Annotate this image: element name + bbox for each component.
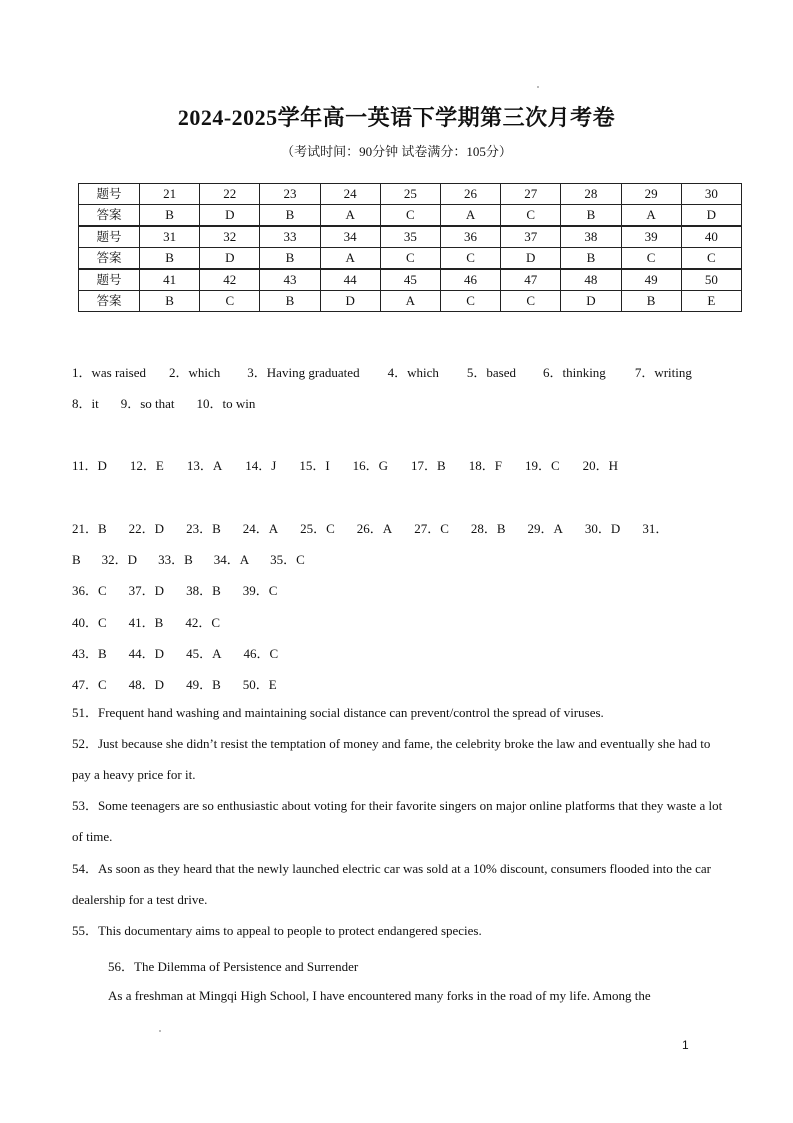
answer-item: 49．B: [186, 677, 221, 692]
answer-table-cell: 36: [440, 226, 500, 248]
answer-item: 23．B: [186, 521, 221, 536]
answer-table-cell: B: [140, 248, 200, 270]
answer-item: 12．E: [129, 458, 164, 473]
answer-table-cell: 24: [320, 184, 380, 205]
cloze-answers-line-4: [72, 612, 220, 631]
answer-item: 40．C: [72, 615, 107, 630]
answer-table-row-label: 答案: [79, 248, 140, 270]
answer-table-cell: 46: [440, 269, 500, 291]
answer-item: 22．D: [128, 521, 165, 536]
cloze-answers-line-5: [72, 643, 278, 662]
answer-table-cell: 29: [621, 184, 681, 205]
answer-item: 36．C: [72, 583, 107, 598]
answer-table-cell: A: [380, 291, 440, 312]
answer-item: 21．B: [72, 521, 107, 536]
answer-table-cell: 25: [380, 184, 440, 205]
answer-table-cell: 41: [140, 269, 200, 291]
answer-table-cell: C: [440, 291, 500, 312]
answer-item: 8．it: [72, 396, 99, 411]
answer-table-cell: 22: [200, 184, 260, 205]
grammar-answers-line-1: [72, 362, 692, 381]
answer-table-cell: 48: [561, 269, 621, 291]
answer-table-cell: 42: [200, 269, 260, 291]
answer-item: 5．based: [466, 365, 516, 380]
translation-51: 51．Frequent hand washing and maintaining social distance can prevent/control the spread of viruses.: [72, 705, 604, 720]
answer-table-cell: 21: [140, 184, 200, 205]
answer-table-cell: D: [200, 205, 260, 227]
cloze-answers-line-6: [72, 674, 277, 693]
scan-speck: [537, 86, 539, 88]
answer-table-cell: 47: [501, 269, 561, 291]
answer-table-cell: 32: [200, 226, 260, 248]
answer-table-cell: B: [561, 205, 621, 227]
answer-table-row-label: 题号: [79, 269, 140, 291]
answer-item: 29．A: [527, 521, 563, 536]
answer-item: 47．C: [72, 677, 107, 692]
answer-table-row-label: 答案: [79, 205, 140, 227]
answer-table-row: [79, 226, 742, 248]
answer-item: 38．B: [186, 583, 221, 598]
answer-table-cell: C: [681, 248, 741, 270]
answer-item: 11．D: [72, 458, 107, 473]
answer-table-cell: C: [200, 291, 260, 312]
answer-item: 7．writing: [634, 365, 692, 380]
answer-item: 3．Having graduated: [247, 365, 360, 380]
answer-table-cell: B: [561, 248, 621, 270]
answer-table-row: [79, 269, 742, 291]
answer-item: 42．C: [185, 615, 221, 630]
translation-55: 55．This documentary aims to appeal to people to protect endangered species.: [72, 923, 482, 938]
answer-item: 37．D: [128, 583, 165, 598]
page-title: 2024-2025学年高一英语下学期第三次月考卷: [177, 105, 616, 130]
cloze-answers-line-1: [72, 518, 668, 537]
translation-53: 53．Some teenagers are so enthusiastic about voting for their favorite singers on major online platforms that they waste a lot of time.: [72, 798, 723, 845]
answer-table-cell: A: [320, 248, 380, 270]
answer-table-cell: 33: [260, 226, 320, 248]
answer-table-cell: 27: [501, 184, 561, 205]
translation-54: 54．As soon as they heard that the newly launched electric car was sold at a 10% discount, consumers flooded into the car dealership for a test drive.: [72, 861, 711, 908]
answer-item: 35．C: [270, 552, 305, 567]
essay-first-line: As a freshman at Mingqi High School, I have encountered many forks in the road of my life. Among the: [108, 988, 651, 1003]
answer-table-cell: 43: [260, 269, 320, 291]
answer-item: 28．B: [470, 521, 506, 536]
answer-item: 43．B: [72, 646, 107, 661]
answer-item: 27．C: [414, 521, 449, 536]
answer-table-cell: A: [621, 205, 681, 227]
answer-table-cell: 44: [320, 269, 380, 291]
translation-52: 52．Just because she didn’t resist the temptation of money and fame, the celebrity broke the law and eventually she had to pay a heavy price for it.: [72, 736, 711, 783]
answer-item: 9．so that: [120, 396, 175, 411]
answer-table-cell: B: [260, 291, 320, 312]
cloze-answers-line-3: [72, 580, 277, 599]
answer-table-cell: D: [501, 248, 561, 270]
answer-table-cell: 23: [260, 184, 320, 205]
page-number: 1: [682, 1038, 689, 1052]
answer-table-cell: 30: [681, 184, 741, 205]
answer-table-cell: B: [621, 291, 681, 312]
answer-table-cell: D: [561, 291, 621, 312]
answer-item: 1．was raised: [72, 365, 147, 380]
answer-item: 14．J: [245, 458, 277, 473]
answer-item: 24．A: [242, 521, 279, 536]
answer-item: 20．H: [582, 458, 619, 473]
answer-item: 39．C: [242, 583, 278, 598]
answer-item: 16．G: [352, 458, 389, 473]
answer-table-cell: A: [440, 205, 500, 227]
answer-table-cell: 28: [561, 184, 621, 205]
answer-table-cell: 45: [380, 269, 440, 291]
answer-table-cell: C: [440, 248, 500, 270]
answer-table-cell: 34: [320, 226, 380, 248]
answer-item: 44．D: [128, 646, 165, 661]
answer-table: [78, 183, 742, 312]
answer-item: 2．which: [169, 365, 221, 380]
answer-item: 10．to win: [196, 396, 256, 411]
answer-table-cell: B: [140, 291, 200, 312]
scan-speck: [159, 1030, 161, 1032]
answer-item: 50．E: [242, 677, 277, 692]
answer-table-cell: B: [140, 205, 200, 227]
answer-table-cell: 26: [440, 184, 500, 205]
answer-item: 34．A: [213, 552, 250, 567]
answer-table-cell: D: [320, 291, 380, 312]
answer-item: 45．A: [186, 646, 222, 661]
cloze-answers-line-2: [72, 549, 305, 568]
answer-table-cell: C: [501, 291, 561, 312]
answer-table-cell: B: [260, 205, 320, 227]
answer-item: 26．A: [356, 521, 393, 536]
answer-item: 19．C: [524, 458, 560, 473]
answer-table-cell: C: [380, 205, 440, 227]
answer-table-cell: 35: [380, 226, 440, 248]
answer-table-cell: C: [621, 248, 681, 270]
answer-table-row: [79, 291, 742, 312]
seven-choice-answers: [72, 455, 618, 474]
answer-table-row: [79, 205, 742, 227]
answer-table-cell: E: [681, 291, 741, 312]
answer-item: 30．D: [584, 521, 621, 536]
exam-info: （考试时间：90分钟 试卷满分：105分）: [281, 144, 512, 159]
answer-table-row-label: 题号: [79, 226, 140, 248]
answer-table-cell: 50: [681, 269, 741, 291]
answer-table-row: [79, 248, 742, 270]
answer-item: 4．which: [387, 365, 439, 380]
answer-table-cell: D: [200, 248, 260, 270]
answer-table-cell: C: [501, 205, 561, 227]
answer-table-cell: 37: [501, 226, 561, 248]
answer-table-cell: B: [260, 248, 320, 270]
essay-heading: 56．The Dilemma of Persistence and Surrender: [108, 959, 359, 974]
answer-item: 48．D: [128, 677, 165, 692]
answer-table-cell: 38: [561, 226, 621, 248]
answer-table-cell: 31: [140, 226, 200, 248]
answer-table-cell: 40: [681, 226, 741, 248]
answer-item: B: [72, 552, 81, 567]
answer-item: 25．C: [300, 521, 335, 536]
answer-table-cell: D: [681, 205, 741, 227]
answer-item: 15．I: [299, 458, 330, 473]
answer-item: 13．A: [186, 458, 223, 473]
answer-item: 32．D: [101, 552, 138, 567]
answer-item: 46．C: [243, 646, 279, 661]
answer-item: 17．B: [411, 458, 446, 473]
answer-item: 6．thinking: [542, 365, 606, 380]
answer-item: 18．F: [468, 458, 502, 473]
answer-table-row-label: 答案: [79, 291, 140, 312]
answer-item: 33．B: [158, 552, 193, 567]
grammar-answers-line-2: [72, 393, 255, 412]
answer-table-row: [79, 184, 742, 205]
answer-table-row-label: 题号: [79, 184, 140, 205]
answer-table-cell: A: [320, 205, 380, 227]
answer-item: 41．B: [128, 615, 164, 630]
answer-table-cell: 49: [621, 269, 681, 291]
answer-table-cell: C: [380, 248, 440, 270]
answer-item: 31．: [642, 521, 669, 536]
answer-table-cell: 39: [621, 226, 681, 248]
